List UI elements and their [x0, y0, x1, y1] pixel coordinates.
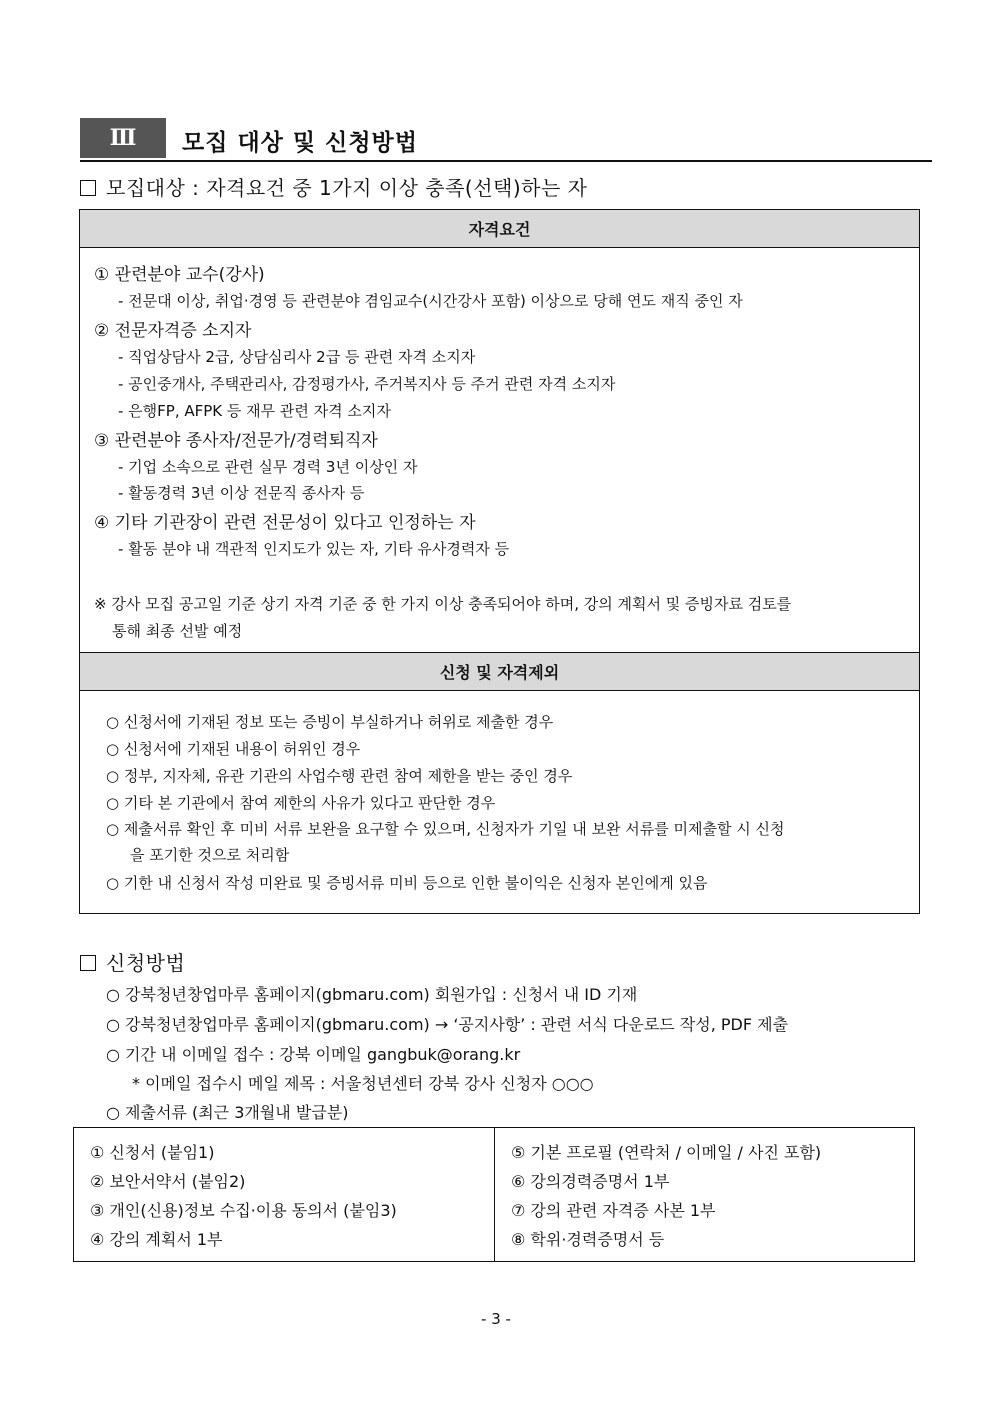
qualification-table	[79, 209, 920, 914]
doc-item-7: ⑦ 강의 관련 자격증 사본 1부	[511, 1201, 716, 1220]
doc-item-4: ④ 강의 계획서 1부	[90, 1230, 223, 1249]
recruit-heading: 모집대상 : 자격요건 중 1가지 이상 충족(선택)하는 자	[106, 176, 588, 200]
apply-heading: 신청방법	[106, 951, 186, 975]
exclusion-item-5-line-1: ○ 제출서류 확인 후 미비 서류 보완을 요구할 수 있으며, 신청자가 기일 내 보완 서류를 미제출할 시 신청	[106, 820, 785, 838]
apply-method-4: ○ 제출서류 (최근 3개월내 발급분)	[106, 1103, 349, 1122]
qual-item-1-detail: - 전문대 이상, 취업·경영 등 관련분야 겸임교수(시간강사 포함) 이상으로 당해 연도 재직 중인 자	[118, 292, 743, 310]
exclusion-header: 신청 및 자격제외	[80, 653, 919, 691]
exclusion-item-4: ○ 기타 본 기관에서 참여 제한의 사유가 있다고 판단한 경우	[106, 794, 496, 812]
apply-method-3: ○ 기간 내 이메일 접수 : 강북 이메일 gangbuk@orang.kr	[106, 1045, 521, 1064]
exclusion-item-5-line-2: 을 포기한 것으로 처리함	[130, 846, 290, 864]
apply-method-3-note: * 이메일 접수시 메일 제목 : 서울청년센터 강북 강사 신청자 ○○○	[132, 1074, 594, 1093]
qual-note-line-2: 통해 최종 선발 예정	[112, 622, 243, 640]
doc-item-3: ③ 개인(신용)정보 수집·이용 동의서 (붙임3)	[90, 1201, 397, 1220]
qual-item-2-detail-b: - 공인중개사, 주택관리사, 감정평가사, 주거복지사 등 주거 관련 자격 소지자	[118, 375, 616, 393]
exclusion-item-2: ○ 신청서에 기재된 내용이 허위인 경우	[106, 740, 361, 758]
qual-note-line-1: ※ 강사 모집 공고일 기준 상기 자격 기준 중 한 가지 이상 충족되어야 하며, 강의 계획서 및 증빙자료 검토를	[94, 595, 792, 613]
qual-item-3: ③ 관련분야 종사자/전문가/경력퇴직자	[94, 431, 378, 451]
checkbox-square-icon	[80, 180, 96, 196]
apply-heading-row	[80, 947, 185, 976]
doc-item-2: ② 보안서약서 (붙임2)	[90, 1172, 246, 1191]
qual-item-4-detail: - 활동 분야 내 객관적 인지도가 있는 자, 기타 유사경력자 등	[118, 540, 510, 558]
documents-divider	[494, 1128, 495, 1261]
doc-item-6: ⑥ 강의경력증명서 1부	[511, 1172, 670, 1191]
apply-method-2: ○ 강북청년창업마루 홈페이지(gbmaru.com) → ‘공지사항’ : 관련 서식 다운로드 작성, PDF 제출	[106, 1015, 789, 1034]
doc-item-1: ① 신청서 (붙임1)	[90, 1143, 215, 1162]
section-number: Ⅲ	[80, 118, 166, 158]
exclusion-item-1: ○ 신청서에 기재된 정보 또는 증빙이 부실하거나 허위로 제출한 경우	[106, 713, 554, 731]
qual-item-4: ④ 기타 기관장이 관련 전문성이 있다고 인정하는 자	[94, 513, 476, 533]
qual-item-2: ② 전문자격증 소지자	[94, 321, 252, 341]
qual-item-3-detail-a: - 기업 소속으로 관련 실무 경력 3년 이상인 자	[118, 458, 418, 476]
section-title: 모집 대상 및 신청방법	[182, 130, 418, 156]
exclusion-item-6: ○ 기한 내 신청서 작성 미완료 및 증빙서류 미비 등으로 인한 불이익은 신청자 본인에게 있음	[106, 874, 708, 892]
documents-table	[73, 1127, 915, 1262]
qual-item-3-detail-b: - 활동경력 3년 이상 전문직 종사자 등	[118, 484, 365, 502]
qual-body	[80, 248, 919, 653]
qual-item-2-detail-a: - 직업상담사 2급, 상담심리사 2급 등 관련 자격 소지자	[118, 348, 476, 366]
recruit-heading-row	[80, 172, 587, 201]
doc-item-8: ⑧ 학위·경력증명서 등	[511, 1230, 665, 1249]
qual-item-1: ① 관련분야 교수(강사)	[94, 265, 265, 285]
checkbox-square-icon	[80, 955, 96, 971]
qual-item-2-detail-c: - 은행FP, AFPK 등 재무 관련 자격 소지자	[118, 402, 391, 420]
doc-item-5: ⑤ 기본 프로필 (연락처 / 이메일 / 사진 포함)	[511, 1143, 822, 1162]
apply-method-1: ○ 강북청년창업마루 홈페이지(gbmaru.com) 회원가입 : 신청서 내 ID 기재	[106, 985, 638, 1004]
page-number: - 3 -	[481, 1310, 511, 1328]
section-header	[80, 118, 932, 162]
exclusion-item-3: ○ 정부, 지자체, 유관 기관의 사업수행 관련 참여 제한을 받는 중인 경우	[106, 767, 573, 785]
qual-header: 자격요건	[80, 210, 919, 248]
